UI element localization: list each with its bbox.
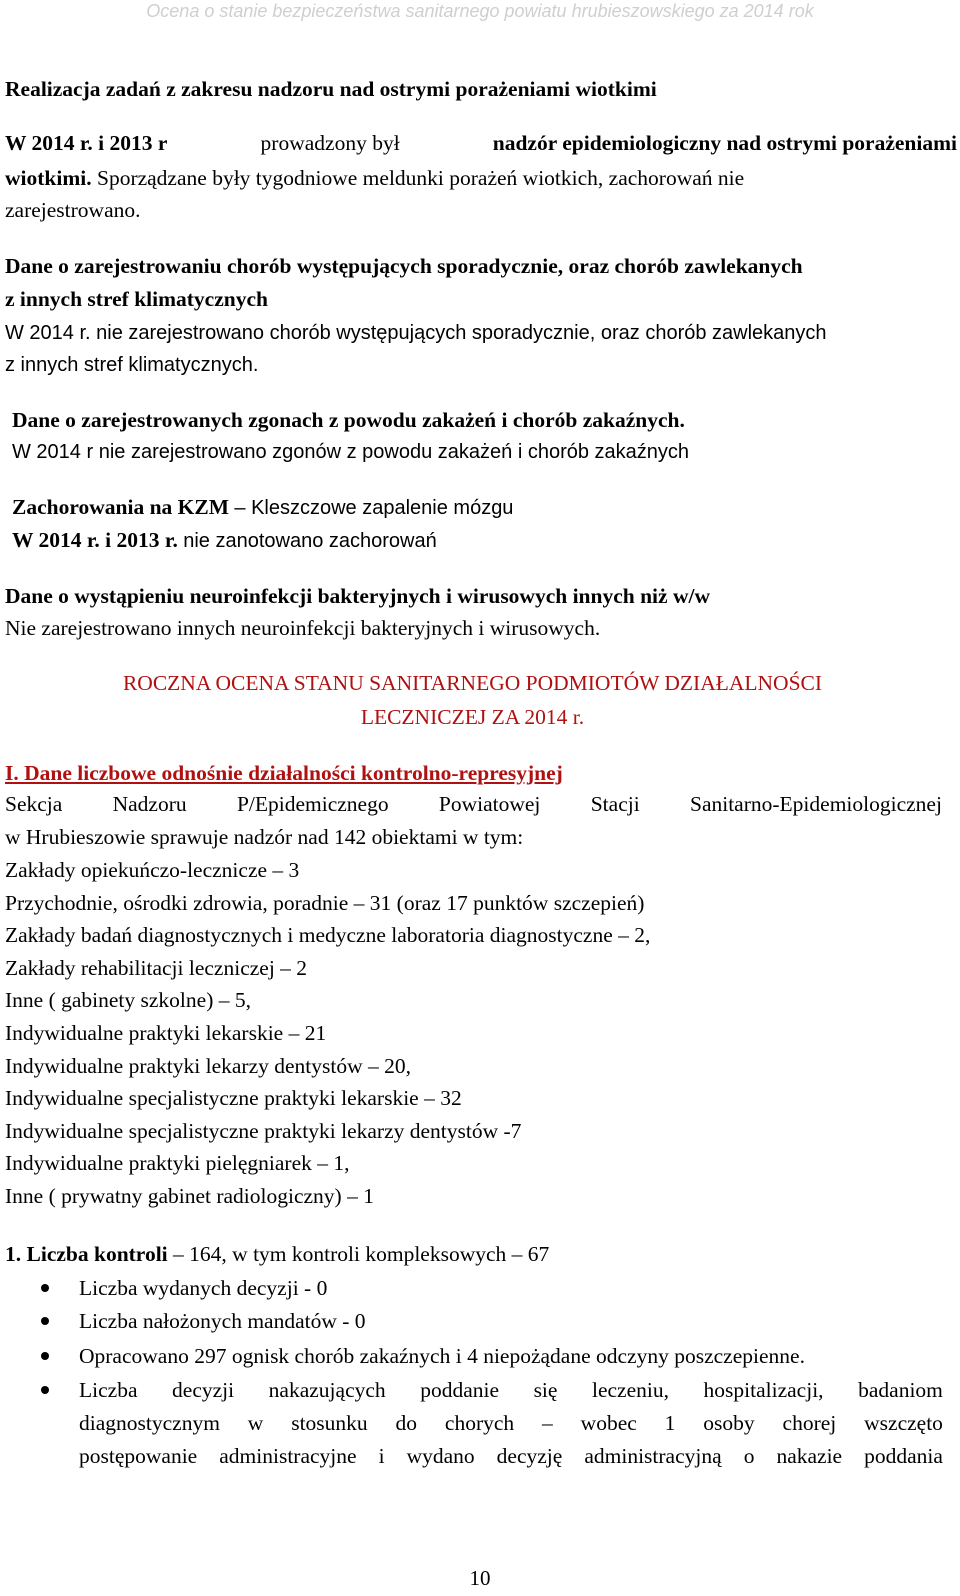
heading-deaths: Dane o zarejestrowanych zgonach z powodu zakażeń i chorób zakaźnych. <box>12 408 685 432</box>
afp-bold: nadzór epidemiologiczny nad ostrymi porażeniami <box>492 131 957 155</box>
section-i-intro-line1 <box>5 791 942 817</box>
bullet-4-word: wszczęto <box>864 1411 943 1435</box>
bullet-4-word: w <box>247 1411 264 1435</box>
afp-rest: Sporządzane były tygodniowe meldunki porażeń wiotkich, zachorowań nie <box>96 166 745 190</box>
bullet-dot <box>41 1284 49 1292</box>
sporadic-paragraph-line1: W 2014 r. nie zarejestrowano chorób występujących sporadycznie, oraz chorób zawlekanych <box>5 322 827 344</box>
bullet-4-word: wydano <box>406 1444 475 1468</box>
kzm-text: nie zanotowano zachorowań <box>183 530 437 552</box>
bullet-dot <box>41 1352 49 1360</box>
facility-item: Inne ( prywatny gabinet radiologiczny) – 1 <box>5 1184 374 1208</box>
bullet-4-word: hospitalizacji, <box>703 1378 824 1402</box>
bullet-4-word: postępowanie <box>79 1444 198 1468</box>
bullet-4-word: chorej <box>782 1411 837 1435</box>
afp-paragraph-line3: zarejestrowano. <box>5 198 141 222</box>
bullet-4-word: nakazujących <box>268 1378 386 1402</box>
controls-label: 1. Liczba kontroli <box>5 1242 168 1266</box>
intro-word: P/Epidemicznego <box>236 792 389 816</box>
kzm-years: W 2014 r. i 2013 r. <box>12 528 178 552</box>
bullet-4-word: Liczba <box>79 1378 138 1402</box>
bullet-4-word: decyzję <box>496 1444 563 1468</box>
bullet-4-word: administracyjną <box>584 1444 722 1468</box>
bullet-4-word: się <box>533 1378 558 1402</box>
facility-item: Inne ( gabinety szkolne) – 5, <box>5 988 251 1013</box>
heading-sporadic-line1: Dane o zarejestrowaniu chorób występujących sporadycznie, oraz chorób zawlekanych <box>5 254 803 278</box>
bullet-4-word: stosunku <box>291 1411 368 1435</box>
section-i-intro-line2: w Hrubieszowie sprawuje nadzór nad 142 obiektami w tym: <box>5 825 524 849</box>
bullet-4-word: do <box>395 1411 418 1435</box>
bullet-4-word: osoby <box>703 1411 755 1435</box>
heading-sporadic-line2: z innych stref klimatycznych <box>5 287 268 311</box>
controls-rest: – 164, w tym kontroli kompleksowych – 67 <box>173 1242 550 1266</box>
afp-paragraph-line1 <box>5 130 957 156</box>
bullet-4-word: i <box>378 1444 385 1468</box>
kzm-paragraph <box>12 527 960 554</box>
bullet-4-word: administracyjne <box>219 1444 357 1468</box>
main-title-line2: LECZNICZEJ ZA 2014 r. <box>360 705 585 729</box>
intro-word: Stacji <box>590 792 640 816</box>
facility-item: Zakłady opiekuńczo-lecznicze – 3 <box>5 858 300 882</box>
bullet-4-word: leczeniu, <box>592 1378 669 1402</box>
bullet-item-4-line2 <box>79 1410 943 1436</box>
afp-paragraph-line2 <box>5 165 957 191</box>
bullet-item-1: Liczba wydanych decyzji - 0 <box>79 1276 328 1300</box>
bullet-4-word: decyzji <box>172 1378 235 1402</box>
intro-word: Sanitarno-Epidemiologicznej <box>689 792 942 816</box>
bullet-4-word: – <box>542 1411 553 1435</box>
facility-item: Zakłady badań diagnostycznych i medyczne laboratoria diagnostyczne – 2, <box>5 923 651 948</box>
bullet-item-4-line1 <box>79 1377 943 1403</box>
bullet-item-3: Opracowano 297 ognisk chorób zakaźnych i 4 niepożądane odczyny poszczepienne. <box>79 1344 805 1368</box>
heading-neuro: Dane o wystąpieniu neuroinfekcji bakteryjnych i wirusowych innych niż w/w <box>5 584 710 608</box>
intro-word: Nadzoru <box>112 792 187 816</box>
page-number: 10 <box>469 1566 491 1590</box>
bullet-4-word: chorych <box>444 1411 515 1435</box>
facility-item: Indywidualne specjalistyczne praktyki lekarskie – 32 <box>5 1086 462 1111</box>
deaths-paragraph: W 2014 r nie zarejestrowano zgonów z powodu zakażeń i chorób zakaźnych <box>12 441 690 463</box>
bullet-4-word: wobec <box>580 1411 637 1435</box>
bullet-dot <box>41 1386 49 1394</box>
intro-word: Sekcja <box>5 792 63 816</box>
afp-bold-2: wiotkimi. <box>5 166 92 190</box>
bullet-4-word: poddanie <box>420 1378 500 1402</box>
running-header: Ocena o stanie bezpieczeństwa sanitarnego powiatu hrubieszowskiego za 2014 rok <box>146 1 814 21</box>
afp-years: W 2014 r. i 2013 r <box>5 131 168 155</box>
bullet-dot <box>41 1317 49 1325</box>
bullet-item-4-line3 <box>79 1443 943 1469</box>
bullet-4-word: poddania <box>864 1444 943 1468</box>
heading-afp: Realizacja zadań z zakresu nadzoru nad ostrymi porażeniami wiotkimi <box>5 77 657 101</box>
facility-item: Przychodnie, ośrodki zdrowia, poradnie – 31 (oraz 17 punktów szczepień) <box>5 890 645 915</box>
bullet-4-word: nakazie <box>776 1444 843 1468</box>
bullet-4-word: 1 <box>664 1411 676 1435</box>
intro-word: Powiatowej <box>438 792 541 816</box>
facility-item: Indywidualne specjalistyczne praktyki lekarzy dentystów -7 <box>5 1118 522 1143</box>
main-title-line1: ROCZNA OCENA STANU SANITARNEGO PODMIOTÓW DZIAŁALNOŚCI <box>122 671 823 695</box>
controls-line <box>5 1241 957 1267</box>
bullet-item-2: Liczba nałożonych mandatów - 0 <box>79 1309 366 1333</box>
bullet-4-word: o <box>743 1444 755 1468</box>
neuro-paragraph: Nie zarejestrowano innych neuroinfekcji bakteryjnych i wirusowych. <box>5 616 601 640</box>
facility-item: Indywidualne praktyki lekarskie – 21 <box>5 1021 327 1045</box>
kzm-rest: – Kleszczowe zapalenie mózgu <box>234 497 514 519</box>
heading-section-i: I. Dane liczbowe odnośnie działalności kontrolno-represyjnej <box>5 761 563 785</box>
heading-kzm <box>12 494 960 521</box>
facility-item: Indywidualne praktyki pielęgniarek – 1, <box>5 1151 350 1176</box>
facility-item: Zakłady rehabilitacji leczniczej – 2 <box>5 955 308 980</box>
bullet-4-word: badaniom <box>858 1378 943 1402</box>
afp-mid: prowadzony był <box>260 131 400 155</box>
kzm-bold: Zachorowania na KZM <box>12 495 230 519</box>
sporadic-paragraph-line2: z innych stref klimatycznych. <box>5 354 259 376</box>
facility-item: Indywidualne praktyki lekarzy dentystów – 20, <box>5 1053 412 1078</box>
bullet-4-word: diagnostycznym <box>79 1411 220 1435</box>
